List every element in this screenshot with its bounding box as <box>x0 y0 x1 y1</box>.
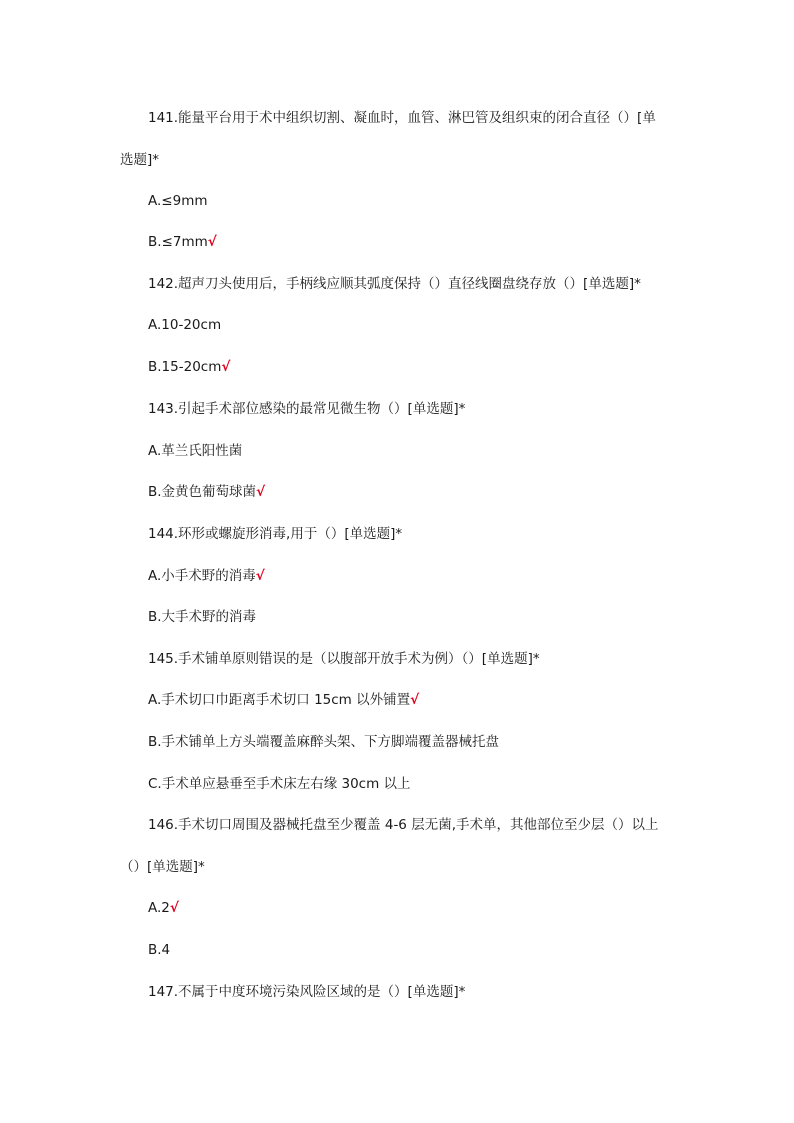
correct-check-icon: √ <box>410 692 420 708</box>
question-stem-text: 选题]* <box>120 152 160 168</box>
question-stem-text: （）[单选题]* <box>120 859 205 875</box>
correct-check-icon: √ <box>256 484 266 500</box>
option-text: A.小手术野的消毒 <box>148 568 256 584</box>
question-141-option-b <box>148 232 217 252</box>
question-146-stem <box>148 815 658 835</box>
option-text: A.革兰氏阳性菌 <box>148 443 243 459</box>
question-141-stem <box>148 108 656 128</box>
question-142-stem <box>148 274 641 294</box>
option-text: B.金黄色葡萄球菌 <box>148 484 257 500</box>
question-141-option-a <box>148 191 208 211</box>
correct-check-icon: √ <box>221 359 231 375</box>
option-text: A.手术切口巾距离手术切口 15cm 以外铺置 <box>148 692 411 708</box>
question-stem-text: 147.不属于中度环境污染风险区域的是（）[单选题]* <box>148 984 466 1000</box>
question-146-option-b <box>148 940 170 960</box>
question-145-option-b <box>148 732 499 752</box>
option-text: B.4 <box>148 942 171 958</box>
question-stem-text: 145.手术铺单原则错误的是（以腹部开放手术为例）（）[单选题]* <box>148 651 540 667</box>
correct-check-icon: √ <box>255 568 265 584</box>
question-145-option-a <box>148 690 419 710</box>
option-text: A.≤9mm <box>148 193 208 209</box>
question-stem-text: 146.手术切口周围及器械托盘至少覆盖 4-6 层无菌,手术单，其他部位至少层（）以上 <box>148 817 659 833</box>
question-146-stem-continued <box>120 857 205 877</box>
question-143-option-a <box>148 441 242 461</box>
question-144-option-b <box>148 607 256 627</box>
question-144-stem <box>148 524 402 544</box>
question-146-option-a <box>148 898 179 918</box>
correct-check-icon: √ <box>169 900 179 916</box>
question-147-stem <box>148 982 465 1002</box>
option-text: B.大手术野的消毒 <box>148 609 257 625</box>
option-text: B.≤7mm <box>148 234 208 250</box>
question-144-option-a <box>148 566 265 586</box>
question-145-option-c <box>148 774 411 794</box>
option-text: B.手术铺单上方头端覆盖麻醉头架、下方脚端覆盖器械托盘 <box>148 734 500 750</box>
question-stem-text: 142.超声刀头使用后，手柄线应顺其弧度保持（）直径线圈盘绕存放（）[单选题]* <box>148 276 641 292</box>
option-text: C.手术单应悬垂至手术床左右缘 30cm 以上 <box>148 776 411 792</box>
option-text: A.10-20cm <box>148 317 222 333</box>
correct-check-icon: √ <box>207 234 217 250</box>
question-145-stem <box>148 649 540 669</box>
option-text: A.2 <box>148 900 170 916</box>
question-141-stem-continued <box>120 150 159 170</box>
option-text: B.15-20cm <box>148 359 222 375</box>
question-143-option-b <box>148 482 265 502</box>
question-stem-text: 144.环形或螺旋形消毒,用于（）[单选题]* <box>148 526 403 542</box>
question-stem-text: 141.能量平台用于术中组织切割、凝血时，血管、淋巴管及组织束的闭合直径（）[单 <box>148 110 656 126</box>
question-142-option-b <box>148 357 230 377</box>
question-stem-text: 143.引起手术部位感染的最常见微生物（）[单选题]* <box>148 401 466 417</box>
question-142-option-a <box>148 315 221 335</box>
question-143-stem <box>148 399 465 419</box>
